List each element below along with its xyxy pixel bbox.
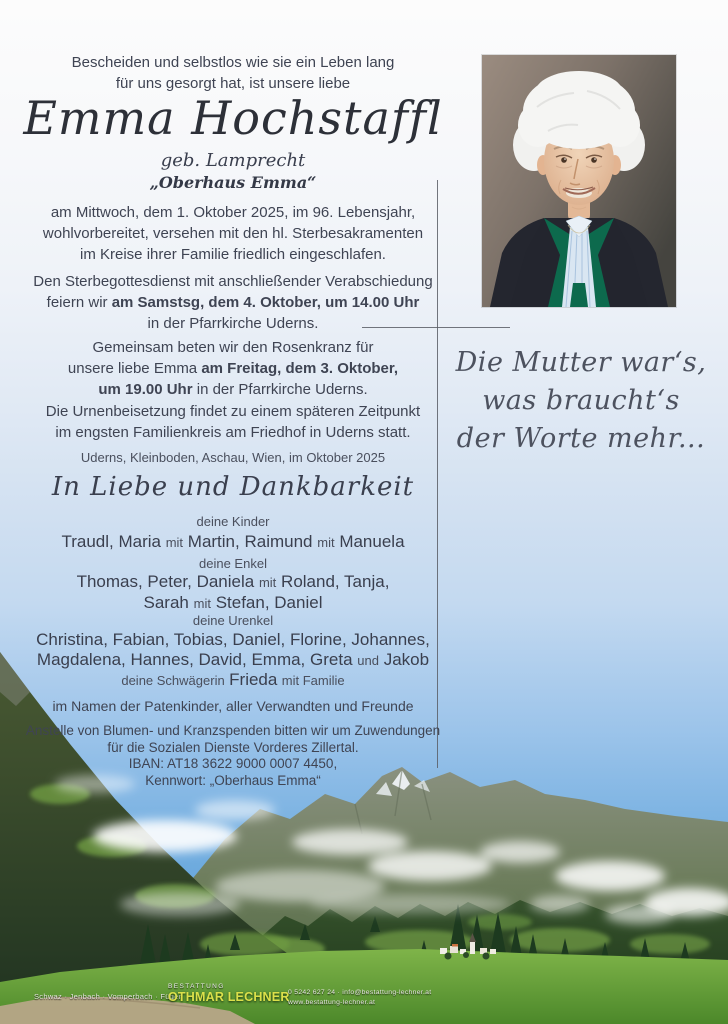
rosary-line-2-bold: am Freitag, dem 3. Oktober, (201, 360, 399, 377)
grandchildren-group-1: Thomas, Peter, Daniela (76, 572, 255, 591)
burial-line-2: im engsten Familienkreis am Friedhof in Uderns statt. (55, 424, 411, 441)
funeral-line-2 (10, 292, 456, 313)
slope-meadow (200, 932, 290, 956)
sister-in-law-post: mit Familie (281, 673, 345, 688)
birth-name: geb. Lamprecht (160, 150, 306, 171)
rosary-line-2 (10, 358, 456, 379)
funeral-home-logo-top: BESTATTUNG (168, 983, 225, 990)
donation-line-2: für die Sozialen Dienste Vorderes Zillertal. (107, 739, 359, 755)
connector: mit (193, 596, 211, 611)
quote-line-3: der Worte mehr... (456, 423, 706, 454)
burial-line-1: Die Urnenbeisetzung findet zu einem späteren Zeitpunkt (45, 403, 421, 420)
connector: und (357, 653, 379, 668)
donation-line-1: Anstelle von Blumen- und Kranzspenden bitten wir um Zuwendungen (25, 723, 441, 738)
funeral-home-locations: Schwaz · Jenbach · Vomperbach · Fügen (34, 992, 184, 1001)
funeral-home-contact-line-1: 0 5242 627 24 · info@bestattung-lechner.at (288, 989, 432, 996)
intro-line-2: für uns gesorgt hat, ist unsere liebe (115, 75, 351, 92)
donation-line-4: Kennwort: „Oberhaus Emma“ (145, 772, 321, 788)
funeral-line-2-bold: am Samstsg, dem 4. Oktober, um 14.00 Uhr (111, 294, 420, 311)
connector: mit (317, 535, 335, 550)
rosary-line-3 (10, 379, 456, 400)
funeral-line-2-pre: feiern wir (46, 294, 108, 311)
death-notice-line-2: wohlvorbereitet, versehen mit den hl. Sterbesakramenten (42, 225, 424, 242)
rosary-notice (10, 337, 456, 400)
death-notice-line-1: am Mittwoch, dem 1. Oktober 2025, im 96. Lebensjahr, (50, 204, 416, 221)
burial-notice (10, 401, 456, 443)
sister-in-law-name: Frieda (229, 670, 278, 689)
great-grandchildren-names-1: Christina, Fabian, Tobias, Daniel, Florine, Johannes, (36, 630, 430, 649)
funeral-line-3: in der Pfarrkirche Uderns. (147, 315, 319, 332)
pasture-patch (630, 934, 710, 954)
rosary-line-1: Gemeinsam beten wir den Rosenkranz für (92, 339, 374, 356)
funeral-line-1: Den Sterbegottesdienst mit anschließender Verabschiedung (33, 273, 433, 290)
death-notice-line-3: im Kreise ihrer Familie friedlich eingeschlafen. (80, 246, 386, 263)
rosary-line-3-post: in der Pfarrkirche Uderns. (196, 381, 368, 398)
portrait-illustration (482, 55, 676, 307)
sister-in-law-line (10, 669, 456, 690)
children-group-2: Martin, Raimund (187, 532, 313, 551)
children-label: deine Kinder (196, 514, 270, 529)
eye-glint (564, 158, 566, 160)
rosary-line-3-bold: um 19.00 Uhr (98, 381, 193, 398)
grandchildren-group-3: Sarah (143, 593, 189, 612)
intro-line-1: Bescheiden und selbstlos wie sie ein Leben lang (71, 54, 395, 71)
sister-in-law-pre: deine Schwägerin (121, 673, 225, 688)
deceased-name: Emma Hochstaffl (23, 91, 443, 145)
children-group-1: Traudl, Maria (61, 532, 161, 551)
grandchildren-label: deine Enkel (199, 556, 267, 571)
grandchildren-names-1 (10, 571, 456, 593)
godchildren-line: im Namen der Patenkinder, aller Verwandten und Freunde (52, 698, 414, 714)
great-grandchildren-group-2: Jakob (383, 650, 430, 669)
death-notice (10, 202, 456, 265)
donation-note (10, 723, 456, 789)
grandchildren-group-2: Roland, Tanja, (281, 572, 390, 591)
memorial-quote (445, 344, 717, 458)
eye-glint (594, 158, 596, 160)
date-line: Uderns, Kleinboden, Aschau, Wien, im Oktober 2025 (80, 450, 386, 465)
funeral-home-logo (168, 983, 290, 1004)
donation-line-3: IBAN: AT18 3622 9000 0007 4450, (128, 756, 338, 771)
pasture-patch (510, 928, 610, 952)
great-grandchildren-names-2 (10, 649, 456, 671)
portrait-photo (482, 55, 676, 307)
great-grandchildren-label: deine Urenkel (192, 613, 274, 628)
quote-line-1: Die Mutter war‘s, (455, 347, 707, 378)
gratitude-heading: In Liebe und Dankbarkeit (51, 472, 415, 502)
rosary-line-2-pre: unsere liebe Emma (67, 360, 198, 377)
house-name: „Oberhaus Emma“ (149, 173, 317, 192)
green-sweater (570, 283, 588, 307)
connector: mit (165, 535, 184, 550)
great-grandchildren-group-1: Magdalena, Hannes, David, Emma, Greta (36, 650, 353, 669)
grandchildren-names-2 (10, 592, 456, 614)
intro-lines (10, 52, 456, 94)
children-names (10, 531, 456, 553)
funeral-home-contact (288, 988, 431, 1007)
connector: mit (258, 575, 277, 590)
funeral-home-logo-name: OTHMAR LECHNER (168, 990, 290, 1004)
children-group-3: Manuela (339, 532, 405, 551)
eye (591, 157, 597, 163)
funeral-notice (10, 271, 456, 334)
eye (561, 157, 567, 163)
funeral-home-contact-line-2: www.bestattung-lechner.at (288, 998, 376, 1006)
quote-line-2: was braucht‘s (482, 385, 680, 416)
grandchildren-group-4: Stefan, Daniel (215, 593, 323, 612)
